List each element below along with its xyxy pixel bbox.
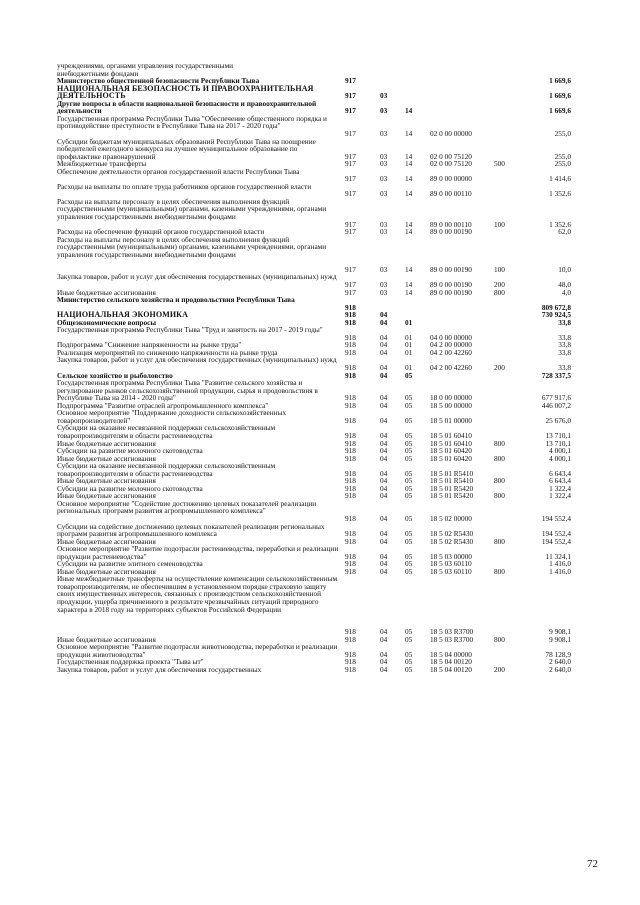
row-subsection-code: 14 <box>405 279 413 289</box>
row-subsection-code: 14 <box>405 128 413 138</box>
row-name: Субсидии на развитие молочного скотоводства <box>57 483 203 493</box>
row-ministry-code: 918 <box>345 446 356 456</box>
row-subsection-code: 14 <box>405 287 413 297</box>
row-name: Иные межбюджетные трансферты на осуществление компенсации сельскохозяйственным товаропроизводителям, не обеспечившим в установленном порядке страховую защиту своих имущественных интересов, связанных с производством сельскохозяйственной продукции, ущерба причиненного в результате чрезвычайных ситуаций природного характера в 2018 году на территориях субъектов Российской Федерации <box>57 574 338 614</box>
row-subsection-code: 05 <box>405 551 413 561</box>
row-target-article: 18 5 01 60420 <box>430 446 472 456</box>
table-row <box>0 462 640 477</box>
row-subsection-code: 05 <box>405 491 413 501</box>
row-section-code: 04 <box>380 649 388 659</box>
row-amount: 1 414,6 <box>549 174 571 184</box>
row-section-code: 04 <box>380 536 388 546</box>
row-name: Государственная поддержка проекта "Тыва ыт" <box>57 657 204 667</box>
table-row <box>0 379 640 402</box>
row-subsection-code: 05 <box>405 430 413 440</box>
row-amount: 255,0 <box>554 151 571 161</box>
row-target-article: 04 2 00 42260 <box>430 362 472 372</box>
row-name: Субсидии на развитие молочного скотоводства <box>57 446 203 456</box>
row-ministry-code: 918 <box>345 332 356 342</box>
row-amount: 1 322,4 <box>549 483 571 493</box>
row-amount: 10,0 <box>558 264 571 274</box>
row-name: Иные бюджетные ассигнования <box>57 476 156 486</box>
row-target-article: 02 0 00 00000 <box>430 128 472 138</box>
row-section-code: 04 <box>380 634 388 644</box>
row-amount: 33,8 <box>558 347 571 357</box>
row-name: Иные бюджетные ассигнования <box>57 634 156 644</box>
row-subsection-code: 05 <box>405 513 413 523</box>
row-name: Субсидии на развитие элитного семеноводства <box>57 559 203 569</box>
table-row <box>0 183 640 198</box>
row-subsection-code: 05 <box>405 536 413 546</box>
row-amount: 9 908,1 <box>549 634 571 644</box>
row-ministry-code: 918 <box>345 317 356 327</box>
row-subsection-code: 05 <box>405 393 413 403</box>
row-target-article: 89 0 00 00190 <box>430 264 472 274</box>
row-ministry-code: 918 <box>345 476 356 486</box>
row-target-article: 18 5 02 00000 <box>430 513 472 523</box>
row-amount: 11 324,1 <box>545 551 571 561</box>
row-name: Государственная программа Республики Тыва "Развитие сельского хозяйства и регулирование рынков сельскохозяйственной продукции, сырья и продовольствия в Республике Тыва на 2014 - 2020 годы" <box>57 378 318 403</box>
row-subsection-code: 14 <box>405 227 413 237</box>
row-expense-type: 800 <box>494 476 505 486</box>
row-subsection-code: 05 <box>405 566 413 576</box>
row-subsection-code: 14 <box>405 264 413 274</box>
row-name: Основное мероприятие "Поддержание доходности сельскохозяйственных товаропроизводителей" <box>57 408 287 425</box>
row-name: НАЦИОНАЛЬНАЯ ЭКОНОМИКА <box>57 310 188 320</box>
row-name: НАЦИОНАЛЬНАЯ БЕЗОПАСНОСТЬ И ПРАВООХРАНИТЕЛЬНАЯ ДЕЯТЕЛЬНОСТЬ <box>57 83 314 101</box>
row-amount: 2 640,0 <box>549 665 571 674</box>
table-row <box>0 356 640 371</box>
row-section-code: 04 <box>380 657 388 667</box>
row-ministry-code: 917 <box>345 128 356 138</box>
row-section-code: 04 <box>380 453 388 463</box>
row-section-code: 04 <box>380 332 388 342</box>
row-ministry-code: 917 <box>345 287 356 297</box>
row-target-article: 89 0 00 00190 <box>430 279 472 289</box>
row-subsection-code: 05 <box>405 400 413 410</box>
row-amount: 48,0 <box>558 279 571 289</box>
row-amount: 730 924,5 <box>541 310 571 320</box>
row-target-article: 89 0 00 00190 <box>430 287 472 297</box>
row-name: Субсидии бюджетам муниципальных образований Республики Тыва на поощрение победителей ежегодного конкурса на лучшее муниципальное образование по профилактике правонарушений <box>57 136 316 161</box>
row-name: Общеэкономические вопросы <box>57 317 157 327</box>
row-target-article: 02 0 00 75120 <box>430 159 472 169</box>
row-name: Обеспечение деятельности органов государственной власти Республики Тыва <box>57 166 300 176</box>
row-subsection-code: 01 <box>405 362 413 372</box>
row-subsection-code: 05 <box>405 634 413 644</box>
row-ministry-code: 917 <box>345 174 356 184</box>
row-subsection-code: 05 <box>405 438 413 448</box>
row-target-article: 18 5 00 00000 <box>430 400 472 410</box>
row-target-article: 18 5 03 60110 <box>430 559 472 569</box>
row-expense-type: 800 <box>494 491 505 501</box>
row-section-code: 04 <box>380 347 388 357</box>
row-expense-type: 100 <box>494 219 505 229</box>
row-section-code: 04 <box>380 393 388 403</box>
row-ministry-code: 918 <box>345 551 356 561</box>
row-amount: 677 917,6 <box>541 393 571 403</box>
row-target-article: 02 0 00 75120 <box>430 151 472 161</box>
row-name: Государственная программа Республики Тыва "Обеспечение общественного порядка и противодействие преступности в Республике Тыва на 2017 - 2020 годы" <box>57 113 327 131</box>
row-name: Расходы на выплаты персоналу в целях обеспечения выполнения функций государственными (муниципальными) органами, казенными учреждениями, органами управления государственными внебюджетными фондами <box>57 234 327 259</box>
row-name: Субсидии на оказание несвязанной поддержки сельскохозяйственным товаропроизводителям в области растениеводства <box>57 423 276 440</box>
row-amount: 809 672,8 <box>541 302 571 312</box>
row-expense-type: 800 <box>494 453 505 463</box>
row-amount: 255,0 <box>554 159 571 169</box>
row-expense-type: 200 <box>494 362 505 372</box>
row-amount: 13 710,1 <box>545 430 571 440</box>
row-ministry-code: 918 <box>345 302 356 312</box>
row-ministry-code: 917 <box>345 151 356 161</box>
row-name: Другие вопросы в области национальной безопасности и правоохранительной деятельности <box>57 98 317 116</box>
row-ministry-code: 917 <box>345 279 356 289</box>
row-name: Иные бюджетные ассигнования <box>57 566 156 576</box>
row-name: Субсидии на содействие достижению целевых показателей реализации региональных программ развития агропромышленного комплекса <box>57 521 325 539</box>
row-section-code: 03 <box>380 189 388 199</box>
row-ministry-code: 918 <box>345 634 356 644</box>
row-amount: 25 676,0 <box>545 415 571 425</box>
row-ministry-code: 918 <box>345 536 356 546</box>
table-row <box>0 575 640 635</box>
row-subsection-code: 01 <box>405 347 413 357</box>
row-target-article: 18 5 02 R5430 <box>430 536 474 546</box>
row-section-code: 04 <box>380 400 388 410</box>
row-name: Иные бюджетные ассигнования <box>57 536 156 546</box>
row-target-article: 18 5 03 R3700 <box>430 627 474 637</box>
row-subsection-code: 14 <box>405 189 413 199</box>
row-amount: 62,0 <box>558 227 571 237</box>
row-section-code: 03 <box>380 287 388 297</box>
row-target-article: 18 0 00 00000 <box>430 393 472 403</box>
row-section-code: 03 <box>380 159 388 169</box>
row-ministry-code: 917 <box>345 106 356 116</box>
row-name: Основное мероприятие "Развитие подотрасли животноводства, переработки и реализации продукции животноводства" <box>57 642 338 659</box>
row-target-article: 89 0 00 00110 <box>430 189 472 199</box>
row-target-article: 18 5 04 00120 <box>430 665 472 674</box>
row-section-code: 04 <box>380 468 388 478</box>
row-expense-type: 200 <box>494 665 505 674</box>
row-section-code: 04 <box>380 476 388 486</box>
row-ministry-code: 918 <box>345 559 356 569</box>
row-ministry-code: 918 <box>345 430 356 440</box>
row-expense-type: 200 <box>494 279 505 289</box>
row-expense-type: 800 <box>494 536 505 546</box>
row-subsection-code: 05 <box>405 446 413 456</box>
table-row <box>0 326 640 341</box>
row-amount: 78 128,9 <box>545 649 571 659</box>
row-subsection-code: 14 <box>405 174 413 184</box>
row-name: Иные бюджетные ассигнования <box>57 453 156 463</box>
row-subsection-code: 14 <box>405 106 413 116</box>
row-target-article: 18 5 01 R5410 <box>430 468 474 478</box>
row-name: Иные бюджетные ассигнования <box>57 438 156 448</box>
row-ministry-code: 918 <box>345 529 356 539</box>
row-ministry-code: 918 <box>345 483 356 493</box>
row-section-code: 03 <box>380 91 388 101</box>
row-name: Государственная программа Республики Тыва "Труд и занятость на 2017 - 2019 годы" <box>57 325 323 335</box>
row-section-code: 04 <box>380 415 388 425</box>
row-name: Субсидии на оказание несвязанной поддержки сельскохозяйственным товаропроизводителям в области растениеводства <box>57 461 276 478</box>
row-section-code: 04 <box>380 362 388 372</box>
row-target-article: 18 5 01 60410 <box>430 438 472 448</box>
table-row <box>0 409 640 424</box>
row-target-article: 04 0 00 00000 <box>430 332 472 342</box>
row-section-code: 04 <box>380 559 388 569</box>
row-section-code: 03 <box>380 264 388 274</box>
row-ministry-code: 918 <box>345 340 356 350</box>
table-row <box>0 198 640 228</box>
row-target-article: 18 5 04 00120 <box>430 657 472 667</box>
row-section-code: 03 <box>380 151 388 161</box>
row-section-code: 04 <box>380 665 388 674</box>
row-amount: 33,8 <box>558 332 571 342</box>
row-name: Реализация мероприятий по снижению напряженности на рынке труда <box>57 347 278 357</box>
row-section-code: 04 <box>380 370 388 380</box>
row-name: Иные бюджетные ассигнования <box>57 491 156 501</box>
row-expense-type: 500 <box>494 159 505 169</box>
row-amount: 1 669,6 <box>549 106 571 116</box>
row-expense-type: 800 <box>494 634 505 644</box>
row-target-article: 18 5 01 60410 <box>430 430 472 440</box>
row-section-code: 04 <box>380 551 388 561</box>
row-amount: 2 640,0 <box>549 657 571 667</box>
row-subsection-code: 05 <box>405 370 413 380</box>
row-amount: 9 908,1 <box>549 627 571 637</box>
row-expense-type: 800 <box>494 438 505 448</box>
row-subsection-code: 05 <box>405 468 413 478</box>
row-subsection-code: 05 <box>405 453 413 463</box>
row-subsection-code: 05 <box>405 627 413 637</box>
row-name: Сельское хозяйство и рыболовство <box>57 370 173 380</box>
row-amount: 1 416,0 <box>549 566 571 576</box>
row-ministry-code: 918 <box>345 566 356 576</box>
row-target-article: 18 5 04 00000 <box>430 649 472 659</box>
row-section-code: 04 <box>380 483 388 493</box>
row-section-code: 04 <box>380 340 388 350</box>
row-section-code: 04 <box>380 317 388 327</box>
row-name: Расходы на выплаты по оплате труда работников органов государственной власти <box>57 181 312 191</box>
row-amount: 1 352,6 <box>549 219 571 229</box>
row-subsection-code: 01 <box>405 317 413 327</box>
row-subsection-code: 05 <box>405 665 413 674</box>
table-row <box>0 424 640 439</box>
row-section-code: 04 <box>380 438 388 448</box>
row-target-article: 18 5 01 60420 <box>430 453 472 463</box>
row-expense-type: 800 <box>494 566 505 576</box>
row-ministry-code: 918 <box>345 657 356 667</box>
row-expense-type: 100 <box>494 264 505 274</box>
table-row <box>0 168 640 183</box>
table-row <box>0 523 640 538</box>
row-section-code: 04 <box>380 529 388 539</box>
table-row <box>0 666 640 674</box>
row-ministry-code: 918 <box>345 665 356 674</box>
row-subsection-code: 05 <box>405 483 413 493</box>
row-name: Подпрограмма "Снижение напряженности на рынке труда" <box>57 340 242 350</box>
row-subsection-code: 01 <box>405 332 413 342</box>
row-subsection-code: 01 <box>405 340 413 350</box>
row-name: внебюджетными фондами <box>57 68 139 78</box>
row-amount: 4 000,1 <box>549 446 571 456</box>
row-target-article: 04 2 00 42260 <box>430 347 472 357</box>
row-section-code: 03 <box>380 279 388 289</box>
table-row <box>0 115 640 138</box>
row-ministry-code: 918 <box>345 370 356 380</box>
row-section-code: 04 <box>380 566 388 576</box>
row-ministry-code: 917 <box>345 159 356 169</box>
row-target-article: 18 5 01 00000 <box>430 415 472 425</box>
row-ministry-code: 918 <box>345 400 356 410</box>
row-ministry-code: 918 <box>345 347 356 357</box>
row-section-code: 03 <box>380 174 388 184</box>
row-amount: 194 552,4 <box>541 513 571 523</box>
row-name: Основное мероприятие "Развитие подотрасли растениеводства, переработки и реализации продукции растениеводства" <box>57 544 339 561</box>
row-ministry-code: 917 <box>345 219 356 229</box>
row-subsection-code: 14 <box>405 151 413 161</box>
row-target-article: 04 2 00 00000 <box>430 340 472 350</box>
row-section-code: 03 <box>380 106 388 116</box>
row-amount: 6 643,4 <box>549 476 571 486</box>
row-amount: 194 552,4 <box>541 529 571 539</box>
row-amount: 255,0 <box>554 128 571 138</box>
row-ministry-code: 918 <box>345 513 356 523</box>
row-amount: 33,8 <box>558 362 571 372</box>
row-name: Расходы на обеспечение функций органов государственной власти <box>57 227 265 237</box>
row-amount: 1 669,6 <box>549 91 571 101</box>
row-section-code: 03 <box>380 128 388 138</box>
row-ministry-code: 918 <box>345 627 356 637</box>
row-amount: 6 643,4 <box>549 468 571 478</box>
row-ministry-code: 918 <box>345 310 356 320</box>
row-name: Министерство сельского хозяйства и продовольствия Республики Тыва <box>57 295 295 305</box>
row-ministry-code: 918 <box>345 362 356 372</box>
row-target-article: 18 5 01 R5420 <box>430 491 474 501</box>
row-amount: 4,0 <box>561 287 571 297</box>
table-row <box>0 100 640 115</box>
row-amount: 1 416,0 <box>549 559 571 569</box>
row-target-article: 89 0 00 00190 <box>430 227 472 237</box>
row-name: Межбюджетные трансферты <box>57 159 147 169</box>
row-section-code: 04 <box>380 627 388 637</box>
row-target-article: 18 5 02 R5430 <box>430 529 474 539</box>
row-subsection-code: 05 <box>405 476 413 486</box>
row-ministry-code: 917 <box>345 264 356 274</box>
row-subsection-code: 14 <box>405 219 413 229</box>
row-target-article: 18 5 01 R5420 <box>430 483 474 493</box>
table-row <box>0 236 640 274</box>
row-amount: 1 352,6 <box>549 189 571 199</box>
row-name: Закупка товаров, работ и услуг для обеспечения государственных (муниципальных) нужд <box>57 272 337 282</box>
row-amount: 4 000,1 <box>549 453 571 463</box>
row-section-code: 04 <box>380 446 388 456</box>
row-target-article: 18 5 03 60110 <box>430 566 472 576</box>
row-expense-type: 800 <box>494 287 505 297</box>
row-ministry-code: 918 <box>345 468 356 478</box>
row-ministry-code: 918 <box>345 491 356 501</box>
row-ministry-code: 917 <box>345 91 356 101</box>
row-ministry-code: 918 <box>345 393 356 403</box>
row-subsection-code: 05 <box>405 657 413 667</box>
row-ministry-code: 918 <box>345 438 356 448</box>
row-name: учреждениями, органами управления государственными <box>57 61 234 70</box>
row-amount: 1 322,4 <box>549 491 571 501</box>
row-amount: 1 669,6 <box>549 76 571 86</box>
row-amount: 33,8 <box>558 340 571 350</box>
row-subsection-code: 14 <box>405 159 413 169</box>
row-subsection-code: 05 <box>405 415 413 425</box>
table-row <box>0 273 640 288</box>
row-target-article: 89 0 00 00000 <box>430 174 472 184</box>
row-ministry-code: 917 <box>345 76 356 86</box>
row-name: Подпрограмма "Развитие отраслей агропромышленного комплекса" <box>57 400 269 410</box>
row-subsection-code: 05 <box>405 649 413 659</box>
row-amount: 13 710,1 <box>545 438 571 448</box>
row-section-code: 04 <box>380 430 388 440</box>
row-subsection-code: 05 <box>405 559 413 569</box>
row-section-code: 04 <box>380 491 388 501</box>
row-section-code: 04 <box>380 513 388 523</box>
row-target-article: 18 5 01 R5410 <box>430 476 474 486</box>
row-amount: 446 007,2 <box>541 400 571 410</box>
row-name: Основное мероприятие "Содействие достижению целевых показателей реализации региональных программ развития агропромышленного комплекса" <box>57 498 317 516</box>
row-target-article: 18 5 03 R3700 <box>430 634 474 644</box>
row-subsection-code: 05 <box>405 529 413 539</box>
table-row <box>0 138 640 161</box>
row-target-article: 89 0 00 00110 <box>430 219 472 229</box>
row-name: Закупка товаров, работ и услуг для обеспечения государственных <box>57 665 262 674</box>
table-row <box>0 545 640 560</box>
row-name: Иные бюджетные ассигнования <box>57 287 156 297</box>
row-ministry-code: 917 <box>345 227 356 237</box>
row-name: Министерство общественной безопасности Республики Тыва <box>57 76 260 86</box>
row-name: Расходы на выплаты персоналу в целях обеспечения выполнения функций государственными (муниципальными) органами, казенными учреждениями, органами управления государственными внебюджетными фондами <box>57 196 327 221</box>
row-ministry-code: 918 <box>345 415 356 425</box>
table-row <box>0 85 640 100</box>
row-amount: 728 337,5 <box>541 370 571 380</box>
row-section-code: 03 <box>380 219 388 229</box>
row-target-article: 18 5 03 00000 <box>430 551 472 561</box>
row-ministry-code: 918 <box>345 453 356 463</box>
row-ministry-code: 918 <box>345 649 356 659</box>
table-row <box>0 643 640 658</box>
row-ministry-code: 917 <box>345 189 356 199</box>
row-amount: 194 552,4 <box>541 536 571 546</box>
row-name: Закупка товаров, работ и услуг для обеспечения государственных (муниципальных) нужд <box>57 355 337 365</box>
row-section-code: 03 <box>380 227 388 237</box>
table-row <box>0 296 640 311</box>
row-section-code: 04 <box>380 310 388 320</box>
page-number: 72 <box>587 858 598 870</box>
row-amount: 33,8 <box>558 317 571 327</box>
table-row <box>0 500 640 523</box>
